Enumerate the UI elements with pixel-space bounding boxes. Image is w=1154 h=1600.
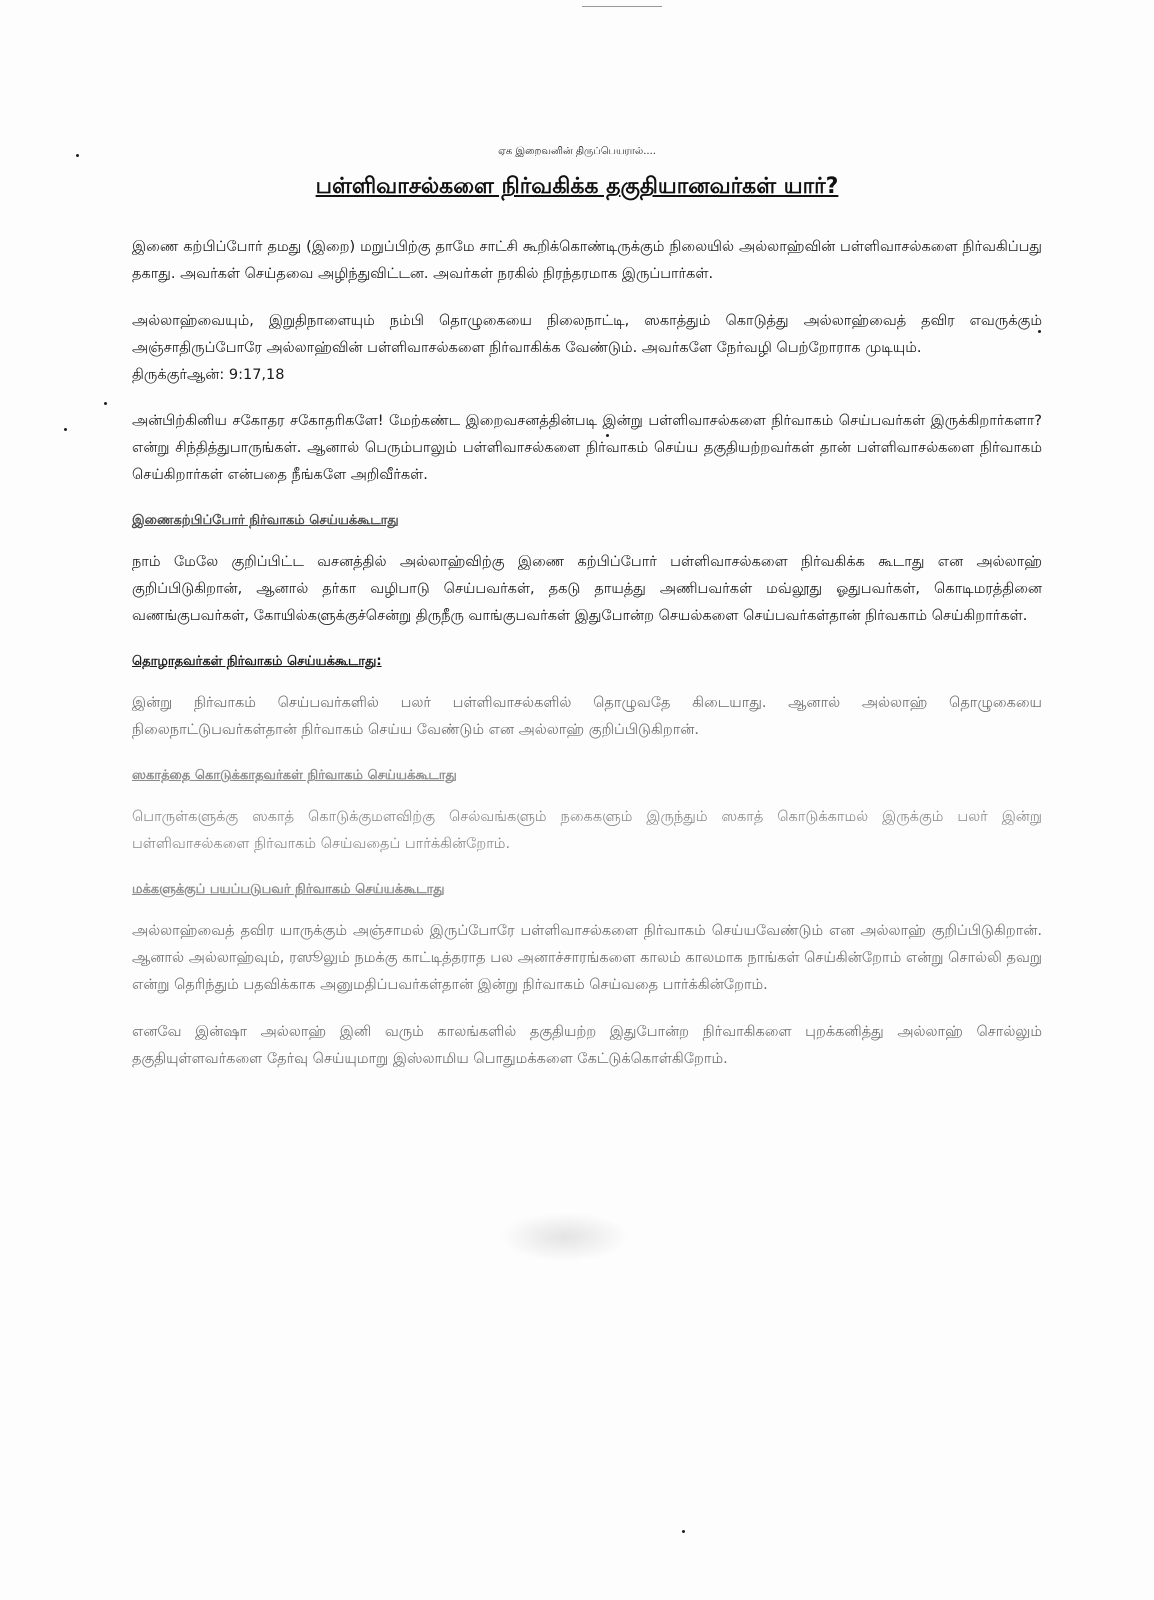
section-heading-zakat: ஸகாத்தை கொடுக்காதவர்கள் நிர்வாகம் செய்யக்கூடாது: [132, 768, 457, 783]
section-heading-prayer: தொழாதவர்கள் நிர்வாகம் செய்யக்கூடாது:: [132, 654, 382, 669]
paragraph-zakat: பொருள்களுக்கு ஸகாத் கொடுக்குமளவிற்கு செல்வங்களும் நகைகளும் இருந்தும் ஸகாத் கொடுக்காமல் இருக்கும் பலர் இன்று பள்ளிவாசல்களை நிர்வாகம் செய்வதைப் பார்க்கின்றோம்.: [132, 809, 1042, 852]
paragraph-prayer: இன்று நிர்வாகம் செய்பவர்களில் பலர் பள்ளிவாசல்களில் தொழுவதே கிடையாது. ஆனால் அல்லாஹ் தொழுகையை நிலைநாட்டுபவர்கள்தான் நிர்வாகம் செய்ய வேண்டும் என அல்லாஹ் குறிப்பிடுகிறான்.: [132, 695, 1042, 738]
scan-speck: [104, 402, 107, 405]
page-title: பள்ளிவாசல்களை நிர்வகிக்க தகுதியானவர்கள் யார்?: [315, 174, 839, 199]
scan-speck: [64, 428, 67, 431]
paragraph-verse-1: இணை கற்பிப்போர் தமது (இறை) மறுப்பிற்கு தாமே சாட்சி கூறிக்கொண்டிருக்கும் நிலையில் அல்லாஹ்வின் பள்ளிவாசல்களை நிர்வகிப்பது தகாது. அவர்கள் செய்தவை அழிந்துவிட்டன. அவர்கள் நரகில் நிரந்தரமாக இருப்பார்கள்.: [132, 239, 1042, 282]
paragraph-intro: அன்பிற்கினிய சகோதர சகோதரிகளே! மேற்கண்ட இறைவசனத்தின்படி இன்று பள்ளிவாசல்களை நிர்வாகம் செய்பவர்கள் இருக்கிறார்களா? என்று சிந்தித்துபாருங்கள். ஆனால் பெரும்பாலும் பள்ளிவாசல்களை நிர்வாகம் செய்ய தகுதியற்றவர்கள் தான் பள்ளிவாசல்களை நிர்வாகம் செய்கிறார்கள் என்பதை நீங்களே அறிவீர்கள்.: [132, 413, 1042, 483]
scan-speck: [682, 1530, 685, 1533]
section-heading-shirk: இணைகற்பிப்போர் நிர்வாகம் செய்யக்கூடாது: [132, 513, 399, 528]
section-heading-fear: மக்களுக்குப் பயப்படுபவர் நிர்வாகம் செய்யக்கூடாது: [132, 882, 445, 897]
paragraph-verse-2: அல்லாஹ்வையும், இறுதிநாளையும் நம்பி தொழுகையை நிலைநாட்டி, ஸகாத்தும் கொடுத்து அல்லாஹ்வைத் தவிர எவருக்கும் அஞ்சாதிருப்போரே அல்லாஹ்வின் பள்ளிவாசல்களை நிர்வாகிக்க வேண்டும். அவர்களே நேர்வழி பெற்றோராக முடியும்.: [132, 313, 1042, 356]
document-body: [132, 234, 1042, 1073]
scan-mark: [582, 6, 662, 7]
paragraph-fear: அல்லாஹ்வைத் தவிர யாருக்கும் அஞ்சாமல் இருப்போரே பள்ளிவாசல்களை நிர்வாகம் செய்யவேண்டும் என அல்லாஹ் குறிப்பிடுகிறான். ஆனால் அல்லாஹ்வும், ரஸூலும் நமக்கு காட்டித்தராத பல அனாச்சாரங்களை காலம் காலமாக நாங்கள் செய்கின்றோம் என்று சொல்லி தவறு என்று தெரிந்தும் பதவிக்காக அனுமதிப்பவர்கள்தான் இன்று நிர்வாகம் செய்வதை பார்க்கின்றோம்.: [132, 923, 1042, 993]
quran-reference: திருக்குர்ஆன்: 9:17,18: [132, 367, 285, 383]
paragraph-conclusion: எனவே இன்ஷா அல்லாஹ் இனி வரும் காலங்களில் தகுதியற்ற இதுபோன்ற நிர்வாகிகளை புறக்கனித்து அல்லாஹ் சொல்லும் தகுதியுள்ளவர்களை தேர்வு செய்யுமாறு இஸ்லாமிய பொதுமக்களை கேட்டுக்கொள்கிறோம்.: [132, 1024, 1042, 1067]
scan-smudge: [500, 1212, 630, 1262]
intro-line: ஏக இறைவனின் திருப்பெயரால்....: [498, 146, 656, 157]
paragraph-shirk: நாம் மேலே குறிப்பிட்ட வசனத்தில் அல்லாஹ்விற்கு இணை கற்பிப்போர் பள்ளிவாசல்களை நிர்வகிக்க கூடாது என அல்லாஹ் குறிப்பிடுகிறான், ஆனால் தர்கா வழிபாடு செய்பவர்கள், தகடு தாயத்து அணிபவர்கள் மவ்லூது ஓதுபவர்கள், கொடிமரத்தினை வணங்குபவர்கள், கோயில்களுக்குச்சென்று திருநீரு வாங்குபவர்கள் இதுபோன்ற செயல்களை செய்பவர்கள்தான் நிர்வகாம் செய்கிறார்கள்.: [132, 554, 1042, 624]
